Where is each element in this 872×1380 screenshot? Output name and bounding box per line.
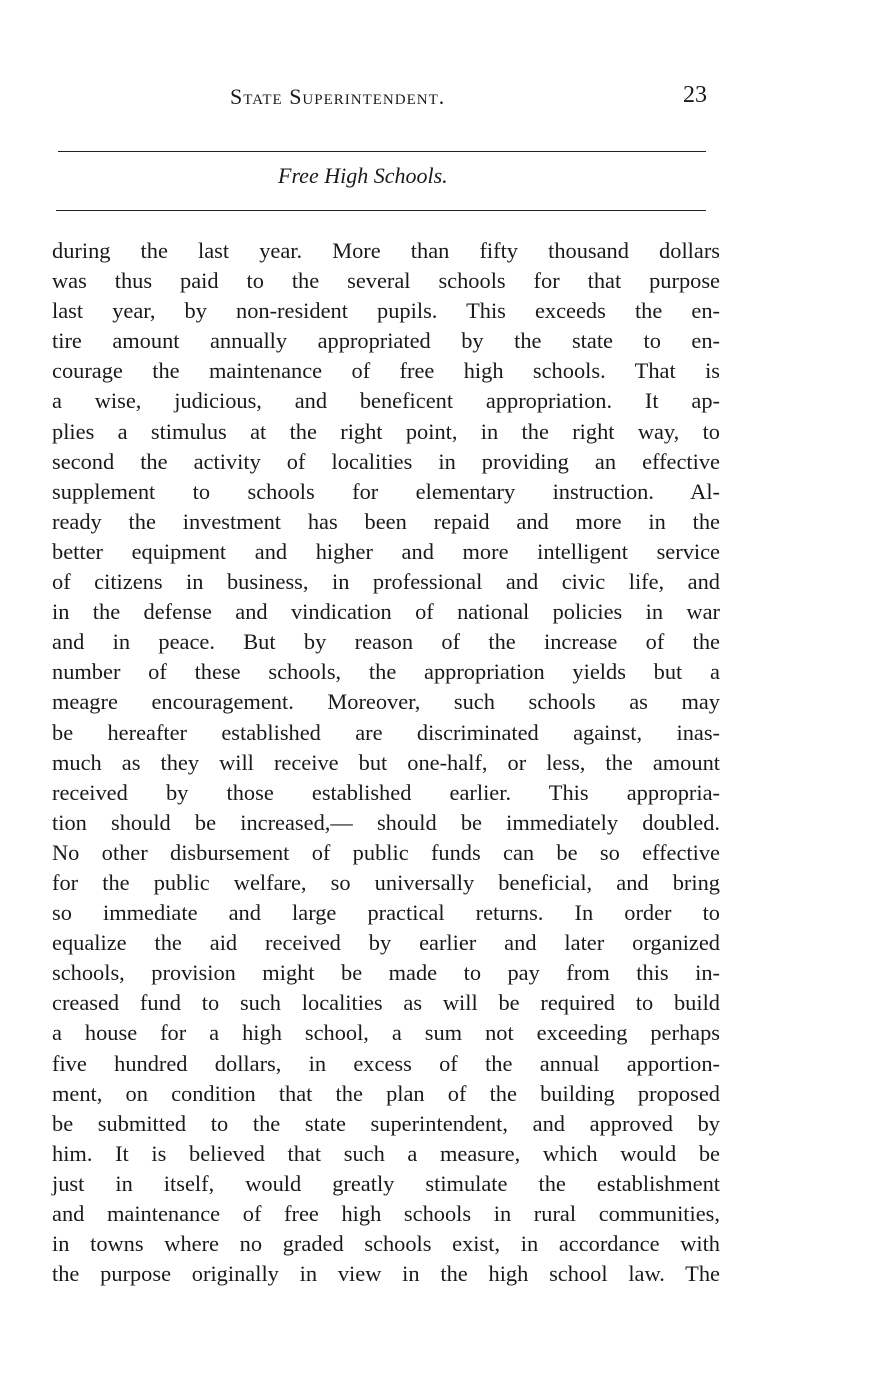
- text-line: tion should be increased,— should be immediately doubled.: [52, 809, 720, 835]
- text-line: ready the investment has been repaid and more in the: [52, 508, 720, 534]
- text-line: creased fund to such localities as will be required to build: [52, 990, 720, 1016]
- running-head-title: State Superintendent.: [230, 84, 446, 109]
- text-line: during the last year. More than fifty thousand dollars: [52, 238, 720, 263]
- text-line: just in itself, would greatly stimulate the establishment: [52, 1170, 720, 1196]
- text-line: was thus paid to the several schools for that purpose: [52, 268, 720, 294]
- text-line: of citizens in business, in professional and civic life, and: [52, 569, 720, 595]
- text-line: five hundred dollars, in excess of the annual apportion-: [52, 1050, 720, 1076]
- text-line: better equipment and higher and more intelligent service: [52, 538, 720, 564]
- text-line: and maintenance of free high schools in rural communities,: [52, 1201, 720, 1226]
- text-line: a house for a high school, a sum not exceeding perhaps: [52, 1020, 720, 1046]
- text-line: second the activity of localities in providing an effective: [52, 448, 720, 474]
- text-line: received by those established earlier. This appropria-: [52, 779, 720, 805]
- text-line: much as they will receive but one-half, or less, the amount: [52, 749, 720, 775]
- text-line: be hereafter established are discriminated against, inas-: [52, 719, 720, 745]
- text-line: in towns where no graded schools exist, in accordance with: [52, 1231, 720, 1257]
- text-line: courage the maintenance of free high schools. That is: [52, 358, 720, 384]
- text-line: number of these schools, the appropriation yields but a: [52, 659, 720, 685]
- text-line: schools, provision might be made to pay from this in-: [52, 960, 720, 986]
- header-rule-bottom: [56, 210, 706, 211]
- text-line: for the public welfare, so universally beneficial, and bring: [52, 869, 720, 895]
- section-title: Free High Schools.: [278, 163, 448, 188]
- text-line: him. It is believed that such a measure, which would be: [52, 1140, 720, 1166]
- text-line: in the defense and vindication of national policies in war: [52, 599, 720, 625]
- header-rule-top: [58, 151, 706, 152]
- text-line: and in peace. But by reason of the increase of the: [52, 629, 720, 655]
- text-line: supplement to schools for elementary instruction. Al-: [52, 478, 720, 504]
- text-line: ment, on condition that the plan of the building proposed: [52, 1080, 720, 1106]
- text-line: meagre encouragement. Moreover, such schools as may: [52, 689, 720, 715]
- text-line: equalize the aid received by earlier and later organized: [52, 930, 720, 956]
- text-line: so immediate and large practical returns. In order to: [52, 900, 720, 926]
- text-line: tire amount annually appropriated by the state to en-: [52, 328, 720, 354]
- text-line: the purpose originally in view in the high school law. The: [52, 1261, 720, 1287]
- text-line: No other disbursement of public funds can be so effective: [52, 839, 720, 865]
- text-line: last year, by non-resident pupils. This exceeds the en-: [52, 298, 720, 324]
- text-line: plies a stimulus at the right point, in the right way, to: [52, 418, 720, 444]
- text-line: be submitted to the state superintendent, and approved by: [52, 1110, 720, 1136]
- page-number: 23: [683, 82, 707, 108]
- body-text: [52, 236, 720, 1289]
- text-line: a wise, judicious, and beneficent appropriation. It ap-: [52, 388, 720, 414]
